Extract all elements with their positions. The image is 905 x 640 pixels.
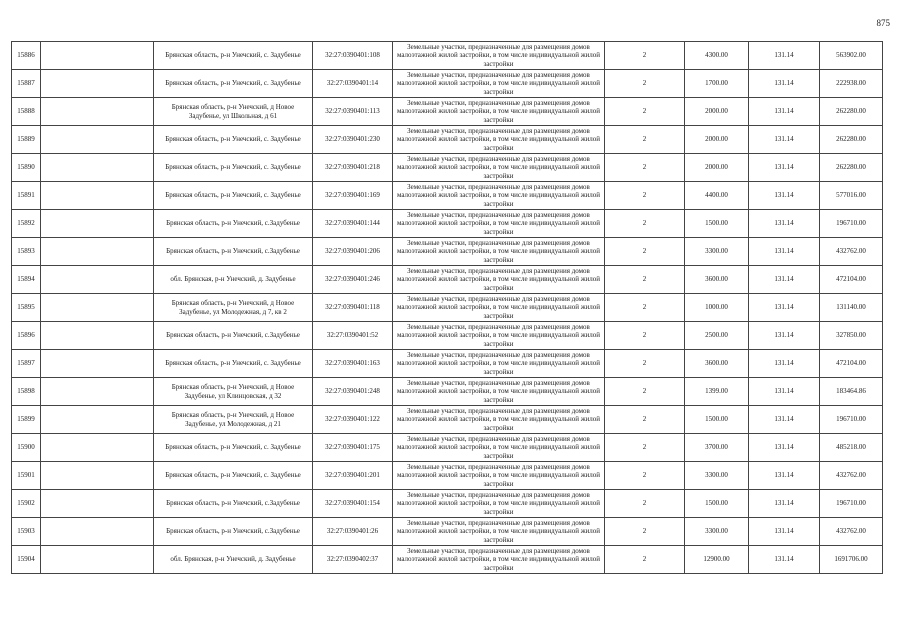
specific-value-cell: 131.14 [749,518,820,546]
group-cell: 2 [605,42,685,70]
area-cell: 1500.00 [685,210,749,238]
area-cell: 2500.00 [685,322,749,350]
cadastral-number-cell: 32:27:0390401:144 [313,210,393,238]
land-use-description-cell: Земельные участки, предназначенные для размещения домов малоэтажной жилой застройки, в том числе индивидуальной жилой застройки [393,294,605,322]
area-cell: 3700.00 [685,434,749,462]
address-cell: Брянская область, р-н Унечский, с. Задубенье [154,434,313,462]
empty-cell [41,98,154,126]
group-cell: 2 [605,182,685,210]
table-row [12,210,883,238]
cadastral-value-cell: 577016.00 [820,182,883,210]
table-row [12,322,883,350]
table-row [12,406,883,434]
specific-value-cell: 131.14 [749,98,820,126]
row-number: 15901 [12,462,41,490]
area-cell: 4300.00 [685,42,749,70]
empty-cell [41,210,154,238]
area-cell: 2000.00 [685,154,749,182]
row-number: 15892 [12,210,41,238]
specific-value-cell: 131.14 [749,42,820,70]
specific-value-cell: 131.14 [749,294,820,322]
land-use-description-cell: Земельные участки, предназначенные для размещения домов малоэтажной жилой застройки, в том числе индивидуальной жилой застройки [393,546,605,574]
table-row [12,294,883,322]
specific-value-cell: 131.14 [749,434,820,462]
group-cell: 2 [605,490,685,518]
land-use-description-cell: Земельные участки, предназначенные для размещения домов малоэтажной жилой застройки, в том числе индивидуальной жилой застройки [393,462,605,490]
cadastral-number-cell: 32:27:0390401:248 [313,378,393,406]
land-use-description-cell: Земельные участки, предназначенные для размещения домов малоэтажной жилой застройки, в том числе индивидуальной жилой застройки [393,406,605,434]
row-number: 15897 [12,350,41,378]
group-cell: 2 [605,266,685,294]
group-cell: 2 [605,70,685,98]
row-number: 15894 [12,266,41,294]
land-use-description-cell: Земельные участки, предназначенные для размещения домов малоэтажной жилой застройки, в том числе индивидуальной жилой застройки [393,238,605,266]
specific-value-cell: 131.14 [749,182,820,210]
land-use-description-cell: Земельные участки, предназначенные для размещения домов малоэтажной жилой застройки, в том числе индивидуальной жилой застройки [393,350,605,378]
cadastral-value-cell: 262280.00 [820,98,883,126]
empty-cell [41,350,154,378]
table-row [12,98,883,126]
row-number: 15889 [12,126,41,154]
group-cell: 2 [605,322,685,350]
cadastral-number-cell: 32:27:0390401:201 [313,462,393,490]
table-row [12,434,883,462]
land-use-description-cell: Земельные участки, предназначенные для размещения домов малоэтажной жилой застройки, в том числе индивидуальной жилой застройки [393,434,605,462]
area-cell: 1399.00 [685,378,749,406]
cadastral-value-cell: 485218.00 [820,434,883,462]
area-cell: 3300.00 [685,238,749,266]
cadastral-number-cell: 32:27:0390401:175 [313,434,393,462]
cadastral-value-cell: 196710.00 [820,210,883,238]
row-number: 15898 [12,378,41,406]
empty-cell [41,518,154,546]
land-use-description-cell: Земельные участки, предназначенные для размещения домов малоэтажной жилой застройки, в том числе индивидуальной жилой застройки [393,210,605,238]
specific-value-cell: 131.14 [749,238,820,266]
cadastral-value-cell: 196710.00 [820,406,883,434]
cadastral-value-cell: 131140.00 [820,294,883,322]
area-cell: 3300.00 [685,518,749,546]
empty-cell [41,70,154,98]
cadastral-number-cell: 32:27:0390401:230 [313,126,393,154]
specific-value-cell: 131.14 [749,490,820,518]
cadastral-value-cell: 563902.00 [820,42,883,70]
land-use-description-cell: Земельные участки, предназначенные для размещения домов малоэтажной жилой застройки, в том числе индивидуальной жилой застройки [393,42,605,70]
address-cell: Брянская область, р-н Унечский, д Новое Задубенье, ул Школьная, д 61 [154,98,313,126]
land-use-description-cell: Земельные участки, предназначенные для размещения домов малоэтажной жилой застройки, в том числе индивидуальной жилой застройки [393,322,605,350]
row-number: 15888 [12,98,41,126]
cadastral-value-cell: 432762.00 [820,462,883,490]
row-number: 15887 [12,70,41,98]
specific-value-cell: 131.14 [749,462,820,490]
land-use-description-cell: Земельные участки, предназначенные для размещения домов малоэтажной жилой застройки, в том числе индивидуальной жилой застройки [393,490,605,518]
group-cell: 2 [605,126,685,154]
row-number: 15891 [12,182,41,210]
empty-cell [41,126,154,154]
specific-value-cell: 131.14 [749,210,820,238]
cadastral-value-cell: 262280.00 [820,154,883,182]
row-number: 15900 [12,434,41,462]
area-cell: 2000.00 [685,98,749,126]
empty-cell [41,434,154,462]
row-number: 15903 [12,518,41,546]
cadastral-value-cell: 432762.00 [820,238,883,266]
cadastral-number-cell: 32:27:0390401:206 [313,238,393,266]
land-use-description-cell: Земельные участки, предназначенные для размещения домов малоэтажной жилой застройки, в том числе индивидуальной жилой застройки [393,126,605,154]
address-cell: Брянская область, р-н Унечский, д Новое Задубенье, ул Молодежная, д 7, кв 2 [154,294,313,322]
address-cell: Брянская область, р-н Унечский, д Новое Задубенье, ул Клинцовская, д 32 [154,378,313,406]
area-cell: 4400.00 [685,182,749,210]
address-cell: Брянская область, р-н Унечский, с. Задубенье [154,70,313,98]
address-cell: Брянская область, р-н Унечский, с. Задубенье [154,42,313,70]
specific-value-cell: 131.14 [749,70,820,98]
group-cell: 2 [605,238,685,266]
row-number: 15902 [12,490,41,518]
specific-value-cell: 131.14 [749,546,820,574]
table-row [12,462,883,490]
empty-cell [41,154,154,182]
address-cell: Брянская область, р-н Унечский, с. Задубенье [154,126,313,154]
row-number: 15896 [12,322,41,350]
table-row [12,238,883,266]
land-use-description-cell: Земельные участки, предназначенные для размещения домов малоэтажной жилой застройки, в том числе индивидуальной жилой застройки [393,154,605,182]
area-cell: 1700.00 [685,70,749,98]
area-cell: 2000.00 [685,126,749,154]
area-cell: 1500.00 [685,490,749,518]
address-cell: обл. Брянская, р-н Унечский, д. Задубенье [154,546,313,574]
address-cell: Брянская область, р-н Унечский, с.Задубенье [154,322,313,350]
cadastral-number-cell: 32:27:0390401:218 [313,154,393,182]
group-cell: 2 [605,406,685,434]
land-use-description-cell: Земельные участки, предназначенные для размещения домов малоэтажной жилой застройки, в том числе индивидуальной жилой застройки [393,378,605,406]
address-cell: Брянская область, р-н Унечский, с. Задубенье [154,182,313,210]
empty-cell [41,182,154,210]
empty-cell [41,322,154,350]
group-cell: 2 [605,434,685,462]
cadastral-number-cell: 32:27:0390401:14 [313,70,393,98]
page-number: 875 [876,18,890,28]
empty-cell [41,42,154,70]
address-cell: обл. Брянская, р-н Унечский, д. Задубенье [154,266,313,294]
specific-value-cell: 131.14 [749,406,820,434]
table-row [12,182,883,210]
row-number: 15890 [12,154,41,182]
group-cell: 2 [605,294,685,322]
cadastral-value-cell: 196710.00 [820,490,883,518]
table-row [12,378,883,406]
land-use-description-cell: Земельные участки, предназначенные для размещения домов малоэтажной жилой застройки, в том числе индивидуальной жилой застройки [393,182,605,210]
area-cell: 12900.00 [685,546,749,574]
row-number: 15899 [12,406,41,434]
area-cell: 3300.00 [685,462,749,490]
address-cell: Брянская область, р-н Унечский, с. Задубенье [154,350,313,378]
table-row [12,490,883,518]
empty-cell [41,378,154,406]
group-cell: 2 [605,546,685,574]
cadastral-number-cell: 32:27:0390402:37 [313,546,393,574]
cadastral-value-cell: 183464.86 [820,378,883,406]
area-cell: 1500.00 [685,406,749,434]
row-number: 15893 [12,238,41,266]
area-cell: 3600.00 [685,350,749,378]
table-row [12,266,883,294]
cadastral-value-cell: 1691706.00 [820,546,883,574]
group-cell: 2 [605,98,685,126]
cadastral-value-cell: 327850.00 [820,322,883,350]
land-use-description-cell: Земельные участки, предназначенные для размещения домов малоэтажной жилой застройки, в том числе индивидуальной жилой застройки [393,70,605,98]
cadastral-number-cell: 32:27:0390401:169 [313,182,393,210]
cadastral-number-cell: 32:27:0390401:246 [313,266,393,294]
cadastral-value-table [11,41,883,574]
table-row [12,546,883,574]
group-cell: 2 [605,154,685,182]
address-cell: Брянская область, р-н Унечский, с.Задубенье [154,210,313,238]
specific-value-cell: 131.14 [749,378,820,406]
area-cell: 3600.00 [685,266,749,294]
cadastral-value-cell: 222938.00 [820,70,883,98]
address-cell: Брянская область, р-н Унечский, с. Задубенье [154,154,313,182]
address-cell: Брянская область, р-н Унечский, с.Задубенье [154,238,313,266]
area-cell: 1000.00 [685,294,749,322]
row-number: 15895 [12,294,41,322]
table-row [12,126,883,154]
cadastral-number-cell: 32:27:0390401:113 [313,98,393,126]
empty-cell [41,490,154,518]
address-cell: Брянская область, р-н Унечский, с. Задубенье [154,462,313,490]
empty-cell [41,294,154,322]
specific-value-cell: 131.14 [749,322,820,350]
cadastral-value-cell: 432762.00 [820,518,883,546]
cadastral-value-cell: 472104.00 [820,350,883,378]
table-row [12,42,883,70]
table-row [12,518,883,546]
empty-cell [41,238,154,266]
group-cell: 2 [605,350,685,378]
group-cell: 2 [605,518,685,546]
row-number: 15886 [12,42,41,70]
group-cell: 2 [605,378,685,406]
cadastral-number-cell: 32:27:0390401:108 [313,42,393,70]
table-row [12,154,883,182]
land-use-description-cell: Земельные участки, предназначенные для размещения домов малоэтажной жилой застройки, в том числе индивидуальной жилой застройки [393,266,605,294]
land-use-description-cell: Земельные участки, предназначенные для размещения домов малоэтажной жилой застройки, в том числе индивидуальной жилой застройки [393,518,605,546]
cadastral-number-cell: 32:27:0390401:26 [313,518,393,546]
address-cell: Брянская область, р-н Унечский, д Новое Задубенье, ул Молодежная, д 21 [154,406,313,434]
cadastral-number-cell: 32:27:0390401:163 [313,350,393,378]
specific-value-cell: 131.14 [749,266,820,294]
address-cell: Брянская область, р-н Унечский, с.Задубенье [154,490,313,518]
specific-value-cell: 131.14 [749,126,820,154]
cadastral-number-cell: 32:27:0390401:122 [313,406,393,434]
cadastral-number-cell: 32:27:0390401:154 [313,490,393,518]
cadastral-value-cell: 472104.00 [820,266,883,294]
group-cell: 2 [605,210,685,238]
address-cell: Брянская область, р-н Унечский, с.Задубенье [154,518,313,546]
cadastral-number-cell: 32:27:0390401:52 [313,322,393,350]
land-use-description-cell: Земельные участки, предназначенные для размещения домов малоэтажной жилой застройки, в том числе индивидуальной жилой застройки [393,98,605,126]
cadastral-number-cell: 32:27:0390401:118 [313,294,393,322]
empty-cell [41,266,154,294]
empty-cell [41,406,154,434]
specific-value-cell: 131.14 [749,350,820,378]
empty-cell [41,462,154,490]
group-cell: 2 [605,462,685,490]
empty-cell [41,546,154,574]
cadastral-value-cell: 262280.00 [820,126,883,154]
row-number: 15904 [12,546,41,574]
table-row [12,350,883,378]
table-row [12,70,883,98]
table-body [12,42,883,574]
specific-value-cell: 131.14 [749,154,820,182]
